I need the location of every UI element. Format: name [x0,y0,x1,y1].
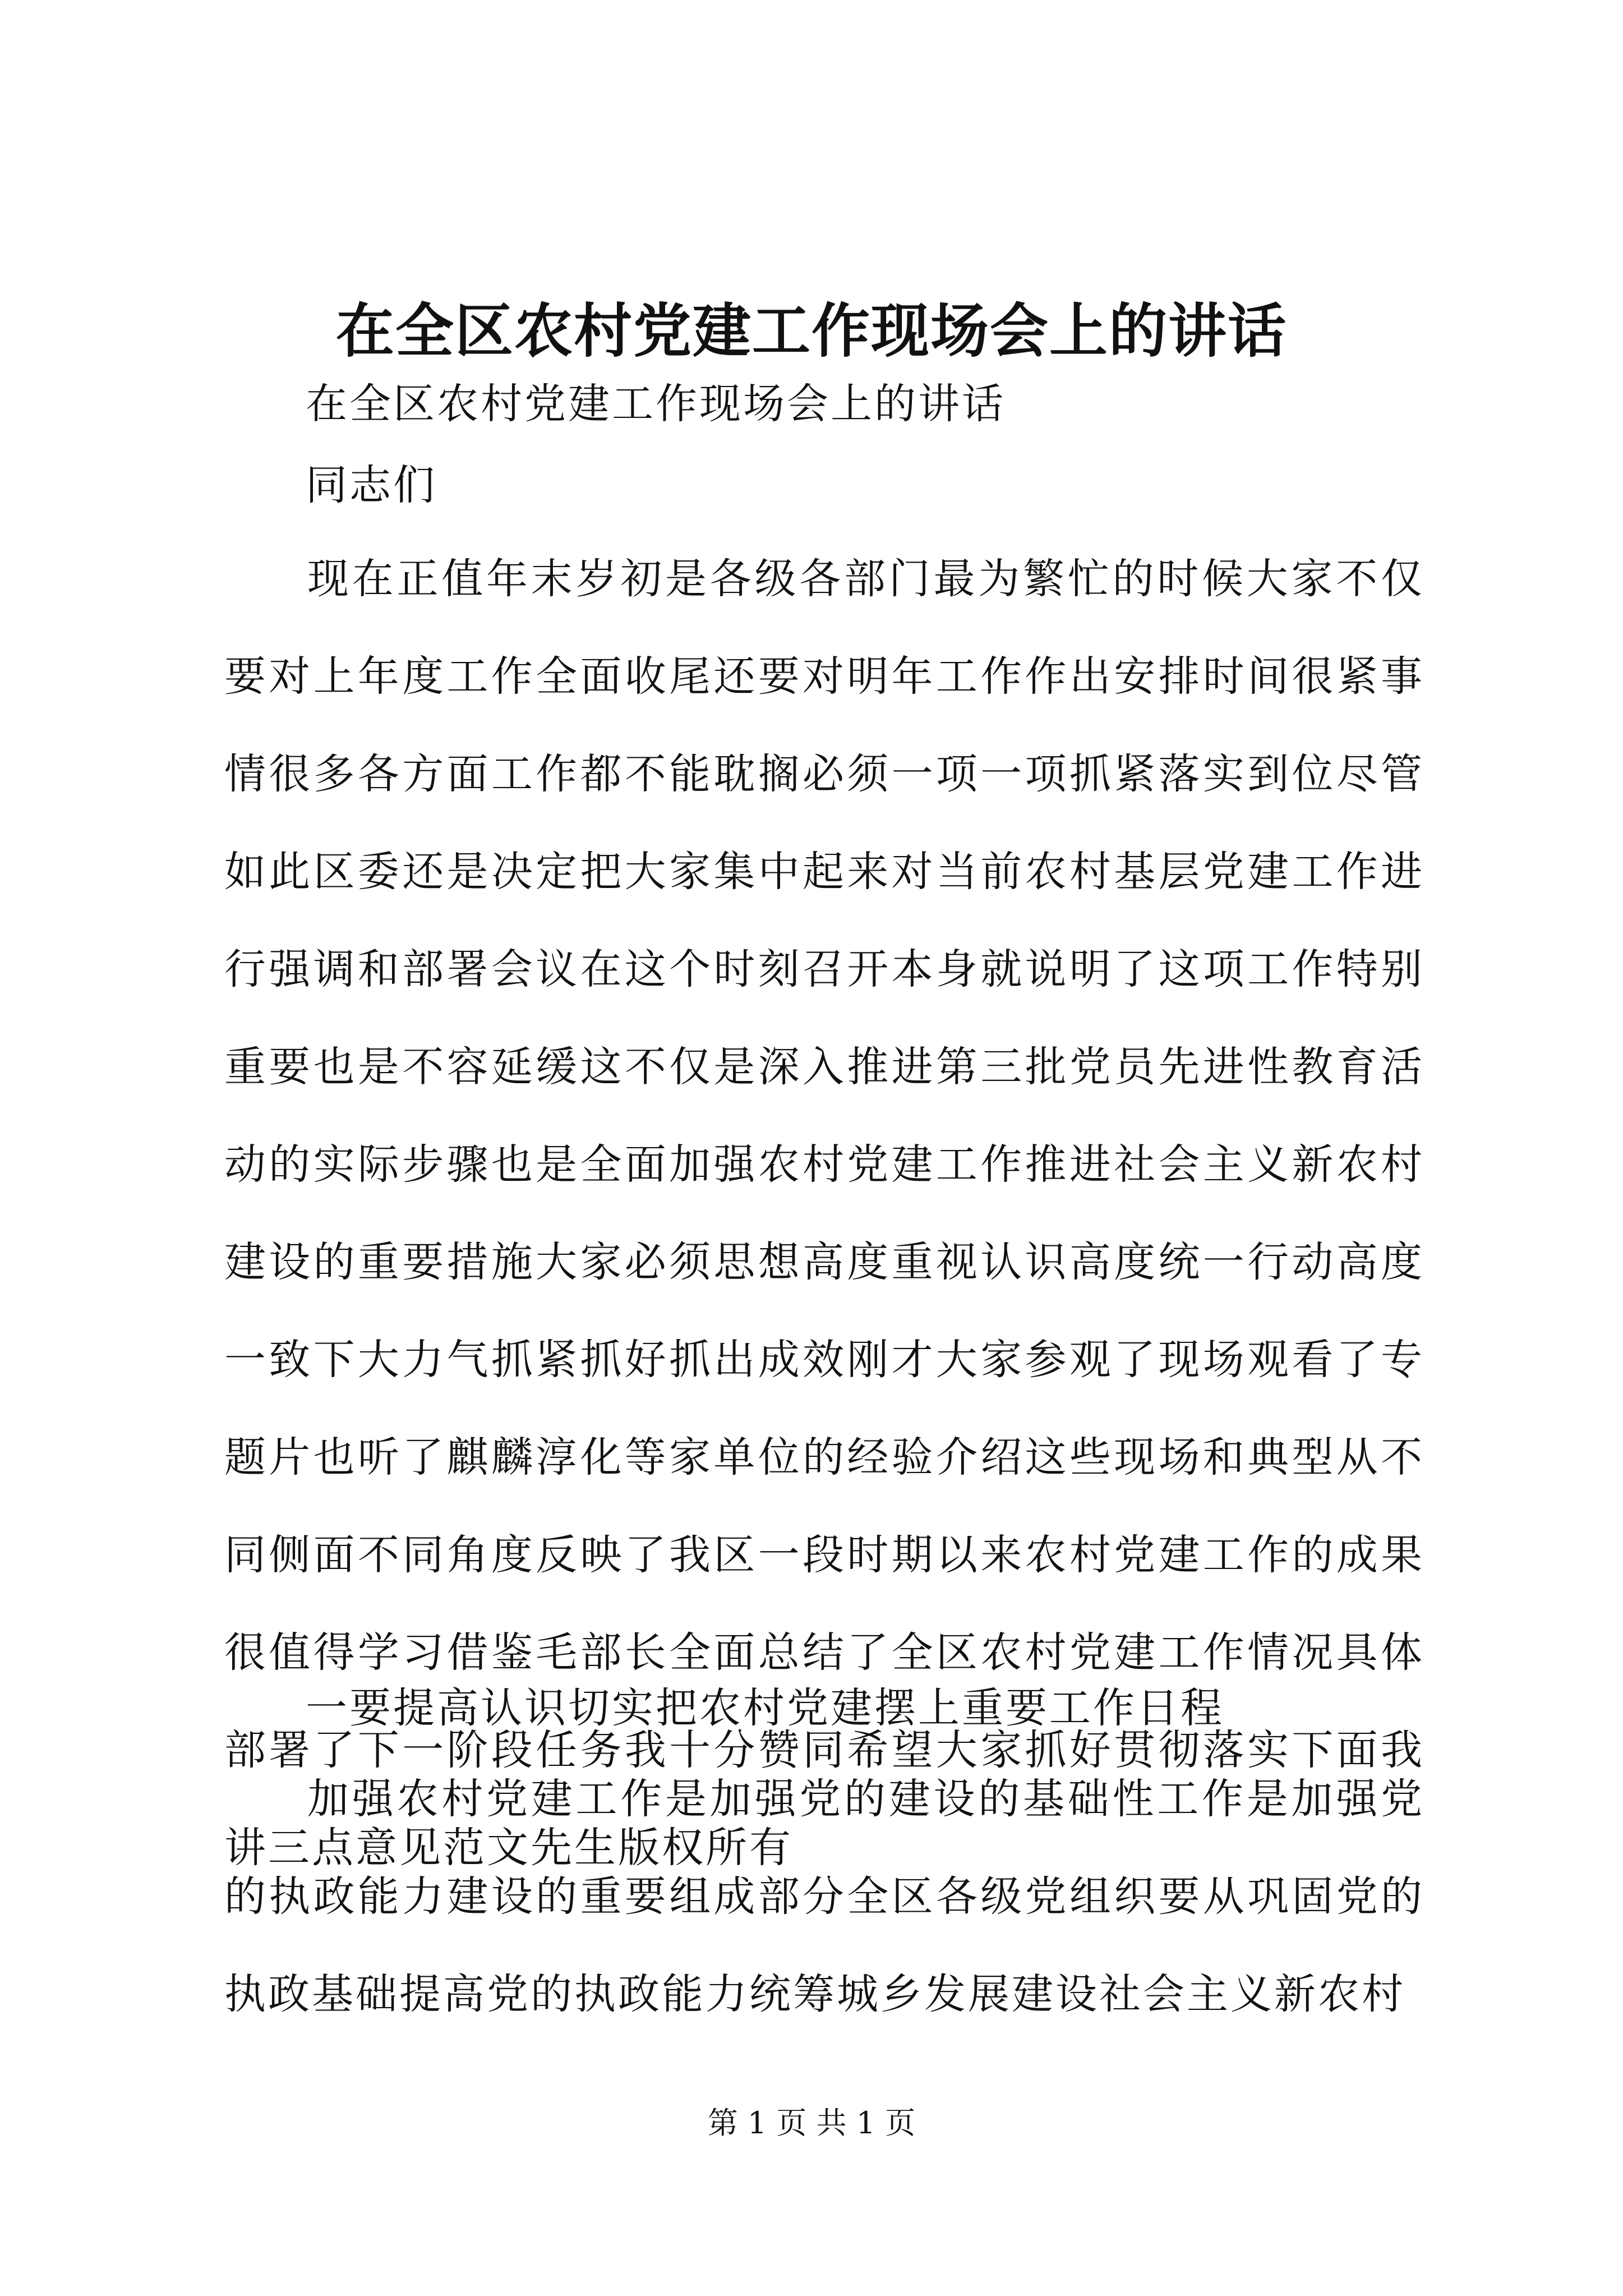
document-subtitle: 在全区农村党建工作现场会上的讲话 [306,380,1006,428]
body-paragraph-1: 现在正值年末岁初是各级各部门最为繁忙的时候大家不仅要对上年度工作全面收尾还要对明年工作作出安排时间很紧事情很多各方面工作都不能耽搁必须一项一项抓紧落实到位尽管如此区委还是决定把大家集中起来对当前农村基层党建工作进行强调和部署会议在这个时刻召开本身就说明了这项工作特别重要也是不容延缓这不仅是深入推进第三批党员先进性教育活动的实际步骤也是全面加强农村党建工作推进社会主义新农村建设的重要措施大家必须思想高度重视认识高度统一行动高度一致下大力气抓紧抓好抓出成效刚才大家参观了现场观看了专题片也听了麒麟淳化等家单位的经验介绍这些现场和典型从不同侧面不同角度反映了我区一段时期以来农村党建工作的成果很值得学习借鉴毛部长全面总结了全区农村党建工作情况具体部署了下一阶段任务我十分赞同希望大家抓好贯彻落实下面我讲三点意见范文先生版权所有 [224,555,1424,1872]
document-title: 在全区农村党建工作现场会上的讲话 [335,296,1287,365]
page-number-footer: 第 1 页 共 1 页 [707,2105,916,2141]
body-paragraph-2: 加强农村党建工作是加强党的建设的基础性工作是加强党的执政能力建设的重要组成部分全区各级党组织要从巩固党的执政基础提高党的执政能力统筹城乡发展建设社会主义新农村 [224,1775,1424,2018]
section-heading-1: 一要提高认识切实把农村党建摆上重要工作日程 [306,1684,1224,1732]
salutation: 同志们 [306,461,437,509]
